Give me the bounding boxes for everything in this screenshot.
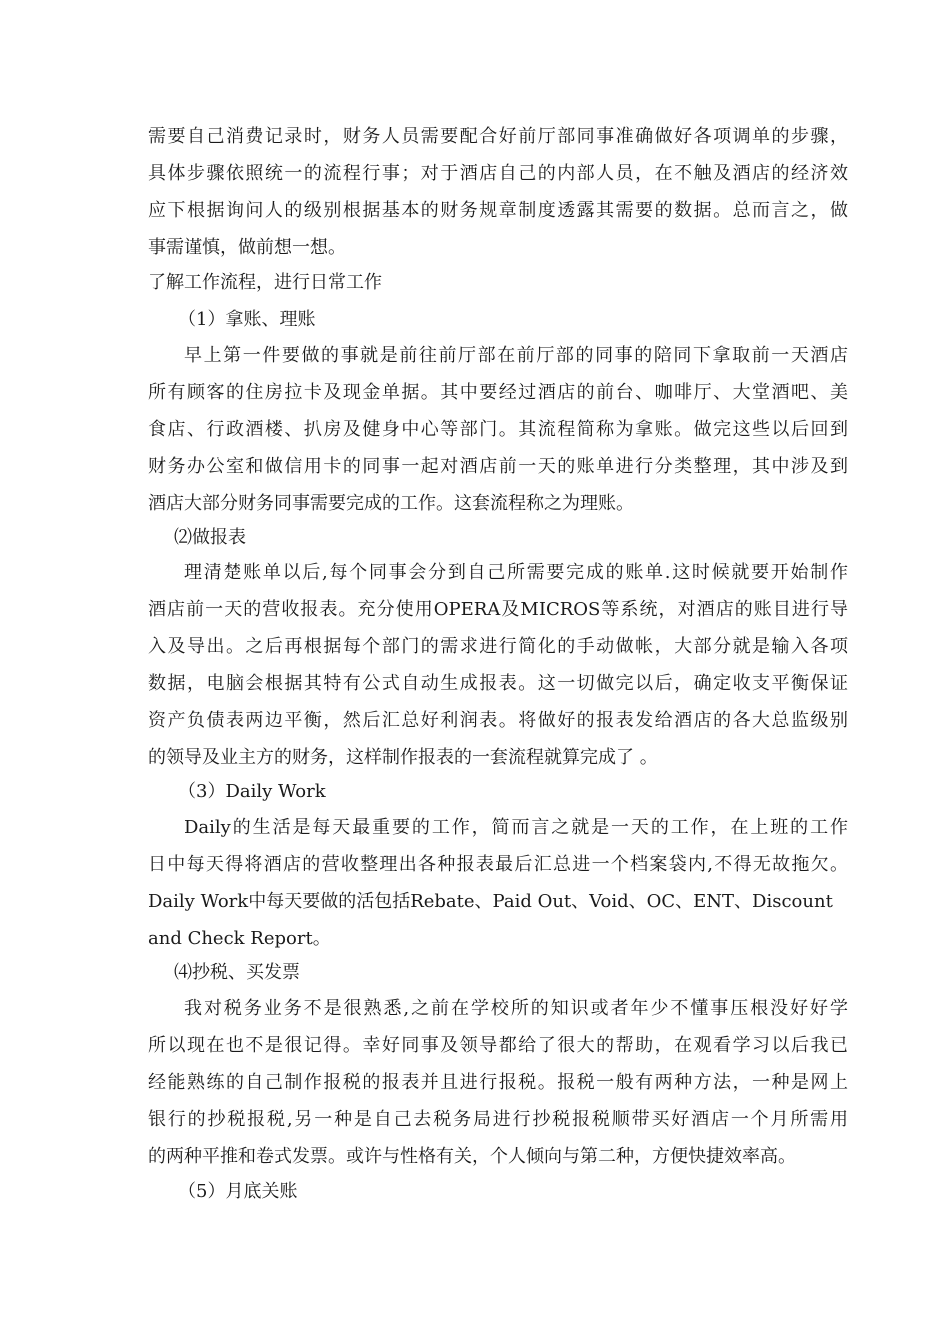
text-line: 日中每天得将酒店的营收整理出各种报表最后汇总进一个档案袋内,不得无故拖欠。 (148, 854, 848, 875)
text-line: 入及导出。之后再根据每个部门的需求进行简化的手动做帐，大部分就是输入各项 (148, 636, 848, 657)
text-line: 的两种平推和卷式发票。或许与性格有关，个人倾向与第二种，方便快捷效率高。 (148, 1146, 796, 1167)
text-line: 具体步骤依照统一的流程行事；对于酒店自己的内部人员，在不触及酒店的经济效 (148, 163, 848, 184)
text-line: 财务办公室和做信用卡的同事一起对酒店前一天的账单进行分类整理，其中涉及到 (148, 456, 848, 477)
text-line: Daily Work中每天要做的活包括Rebate、Paid Out、Void、OC、ENT、Discount (148, 891, 833, 912)
text-line: 的领导及业主方的财务，这样制作报表的一套流程就算完成了 。 (148, 747, 658, 768)
text-line: 酒店前一天的营收报表。充分使用OPERA及MICROS等系统，对酒店的账目进行导 (148, 599, 848, 620)
text-line: 早上第一件要做的事就是前往前厅部在前厅部的同事的陪同下拿取前一天酒店 (184, 345, 848, 366)
text-line: and Check Report。 (148, 928, 331, 949)
text-line: 应下根据询问人的级别根据基本的财务规章制度透露其需要的数据。总而言之，做 (148, 200, 848, 221)
text-line: 银行的抄税报税,另一种是自己去税务局进行抄税报税顺带买好酒店一个月所需用 (148, 1109, 848, 1130)
subsection-heading: ⑷抄税、买发票 (174, 962, 300, 983)
text-line: 所有顾客的住房拉卡及现金单据。其中要经过酒店的前台、咖啡厅、大堂酒吧、美 (148, 382, 848, 403)
subsection-heading: （5）月底关账 (178, 1181, 298, 1202)
section-title: 了解工作流程，进行日常工作 (148, 272, 382, 293)
text-line: 需要自己消费记录时，财务人员需要配合好前厅部同事准确做好各项调单的步骤， (148, 126, 848, 147)
text-line: 我对税务业务不是很熟悉,之前在学校所的知识或者年少不懂事压根没好好学 (184, 998, 848, 1019)
text-line: 数据，电脑会根据其特有公式自动生成报表。这一切做完以后，确定收支平衡保证 (148, 673, 848, 694)
text-line: Daily的生活是每天最重要的工作，简而言之就是一天的工作，在上班的工作 (184, 817, 848, 838)
text-line: 经能熟练的自己制作报税的报表并且进行报税。报税一般有两种方法，一种是网上 (148, 1072, 848, 1093)
text-line: 食店、行政酒楼、扒房及健身中心等部门。其流程简称为拿账。做完这些以后回到 (148, 419, 848, 440)
text-line: 理清楚账单以后,每个同事会分到自己所需要完成的账单.这时候就要开始制作 (184, 562, 848, 583)
subsection-heading: ⑵做报表 (174, 527, 246, 548)
text-line: 所以现在也不是很记得。幸好同事及领导都给了很大的帮助，在观看学习以后我已 (148, 1035, 848, 1056)
subsection-heading: （1）拿账、理账 (178, 309, 316, 330)
text-line: 资产负债表两边平衡，然后汇总好利润表。将做好的报表发给酒店的各大总监级别 (148, 710, 848, 731)
text-line: 酒店大部分财务同事需要完成的工作。这套流程称之为理账。 (148, 493, 634, 514)
text-line: 事需谨慎，做前想一想。 (148, 237, 346, 258)
subsection-heading: （3）Daily Work (178, 781, 326, 802)
